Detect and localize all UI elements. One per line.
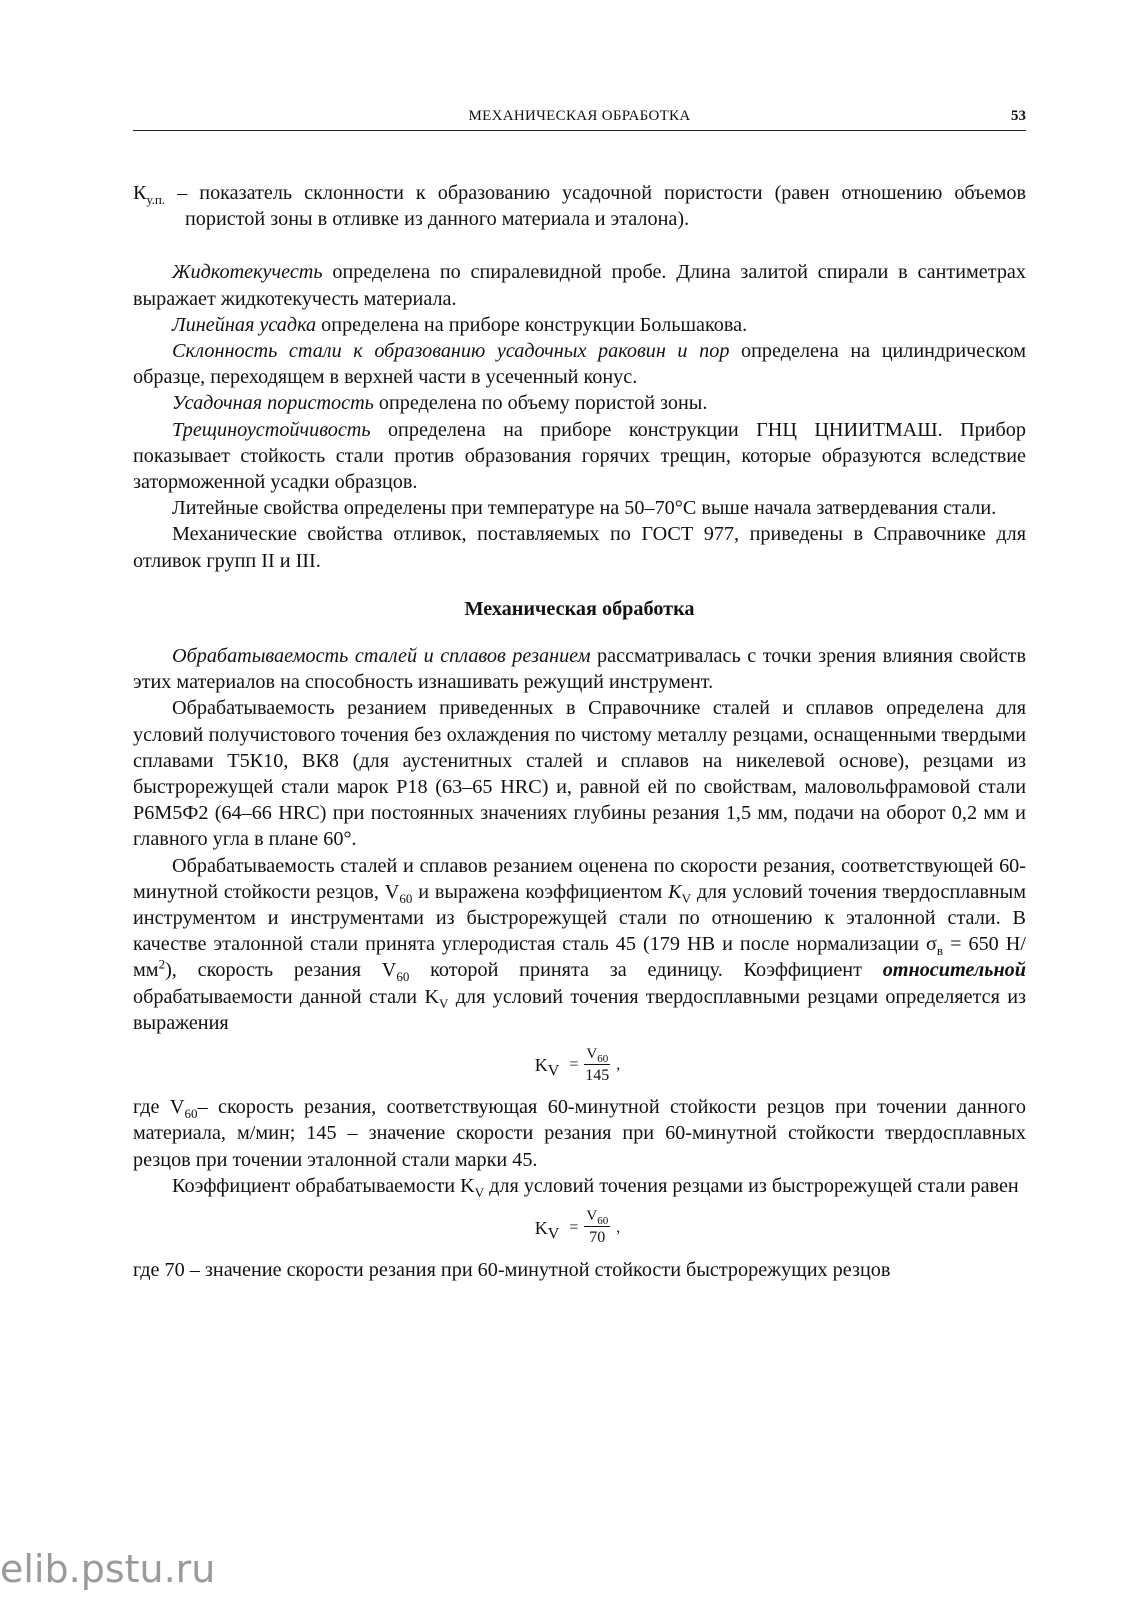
paragraph-formula2-explanation: где 70 – значение скорости резания при 60-минутной стойкости быстрорежущих резцов	[133, 1258, 891, 1281]
paragraph-crack-resistance: Трещиноустойчивость определена на приборе конструкции ГНЦ ЦНИИТМАШ. Прибор показывает стойкость стали против образования горячих трещин, которые образуются вследствие заторможенной усадки образцов.	[133, 418, 1026, 494]
header-title: МЕХАНИЧЕСКАЯ ОБРАБОТКА	[468, 108, 691, 124]
watermark: elib.pstu.ru	[0, 1547, 216, 1591]
paragraph-shrinkage-cavities: Склонность стали к образованию усадочных раковин и пор определена на цилиндрическом образце, переходящем в верхней части в усеченный конус.	[133, 340, 1026, 389]
definition-ku: $К_{у.п.}$ – показатель склонности к образованию усадочной пористости (равен отношению объемов пористой зоны в отливке из данного материала и эталона).	[133, 182, 1026, 231]
paragraph-formula1-explanation: где $V_{60}-$ скорость резания, соответствующая 60-минутной стойкости резцов при точении данного материала, м/мин; 145 – значение скорости резания при 60-минутной стойкости твердосплавных резцов при точении эталонной стали марки 45.	[133, 1096, 1026, 1171]
paragraph-machinability-coefficient: Обрабатываемость сталей и сплавов резанием оценена по скорости резания, соответствующей 60-минутной стойкости резцов, $V_{60}$ и выражена коэффициентом $K_V$ для условий точения твердосплавным инструментом и инструментами из быстрорежущей стали по отношению к эталонной стали. В качестве эталонной стали принята углеродистая сталь 45 (179 НВ и после нормализации $\sigma_в = 650$ $Н/мм^2$), скорость резания $V_{60}$ которой принята за единицу. Коэффициент относительной обрабатываемости данной стали $K_V$ для условий точения твердосплавными резцами определяется из выражения	[133, 854, 1026, 1034]
paragraph-casting-properties: Литейные свойства определены при температуре на 50–70°С выше начала затвердевания стали.	[172, 497, 997, 520]
paragraph-machinability-conditions: Обрабатываемость резанием приведенных в Справочнике сталей и сплавов определена для условий получистового точения без охлаждения по чистому металлу резцами, оснащенными твердыми сплавами Т5К10, ВК8 (для аустенитных сталей и сплавов на никелевой основе), резцами из быстрорежущей стали марок Р18 (63–65 HRC) и, равной ей по свойствам, маловольфрамовой стали Р6М5Ф2 (64–66 HRC) при постоянных значениях глубины резания 1,5 мм, подачи на оборот 0,2 мм и главного угла в плане 60°.	[133, 697, 1026, 851]
paragraph-fluidity: Жидкотекучесть определена по спиралевидной пробе. Длина залитой спирали в сантиметрах выражает жидкотекучесть материала.	[133, 261, 1026, 310]
paragraph-mechanical-properties: Механические свойства отливок, поставляемых по ГОСТ 977, приведены в Справочнике для отливок групп II и III.	[133, 523, 1026, 572]
paragraph-machinability-intro: Обрабатываемость сталей и сплавов резанием рассматривалась с точки зрения влияния свойств этих материалов на способность изнашивать режущий инструмент.	[133, 645, 1026, 694]
formula-kv-145: $K_V$ = $\frac{V_{60}}{145}$ ,	[534, 1045, 621, 1084]
paragraph-linear-shrinkage: Линейная усадка определена на приборе конструкции Большакова.	[172, 313, 748, 336]
section-heading: Механическая обработка	[464, 597, 695, 620]
formula-kv-70: $K_V$ = $\frac{V_{60}}{70}$ ,	[534, 1208, 621, 1247]
body-text	[133, 180, 1026, 1283]
page-number: 53	[1011, 108, 1026, 124]
paragraph-hss-coefficient: Коэффициент обрабатываемости $K_V$ для условий точения резцами из быстрорежущей стали равен	[172, 1174, 1019, 1200]
paragraph-porosity: Усадочная пористость определена по объему пористой зоны.	[172, 392, 708, 415]
running-header	[133, 106, 1026, 131]
